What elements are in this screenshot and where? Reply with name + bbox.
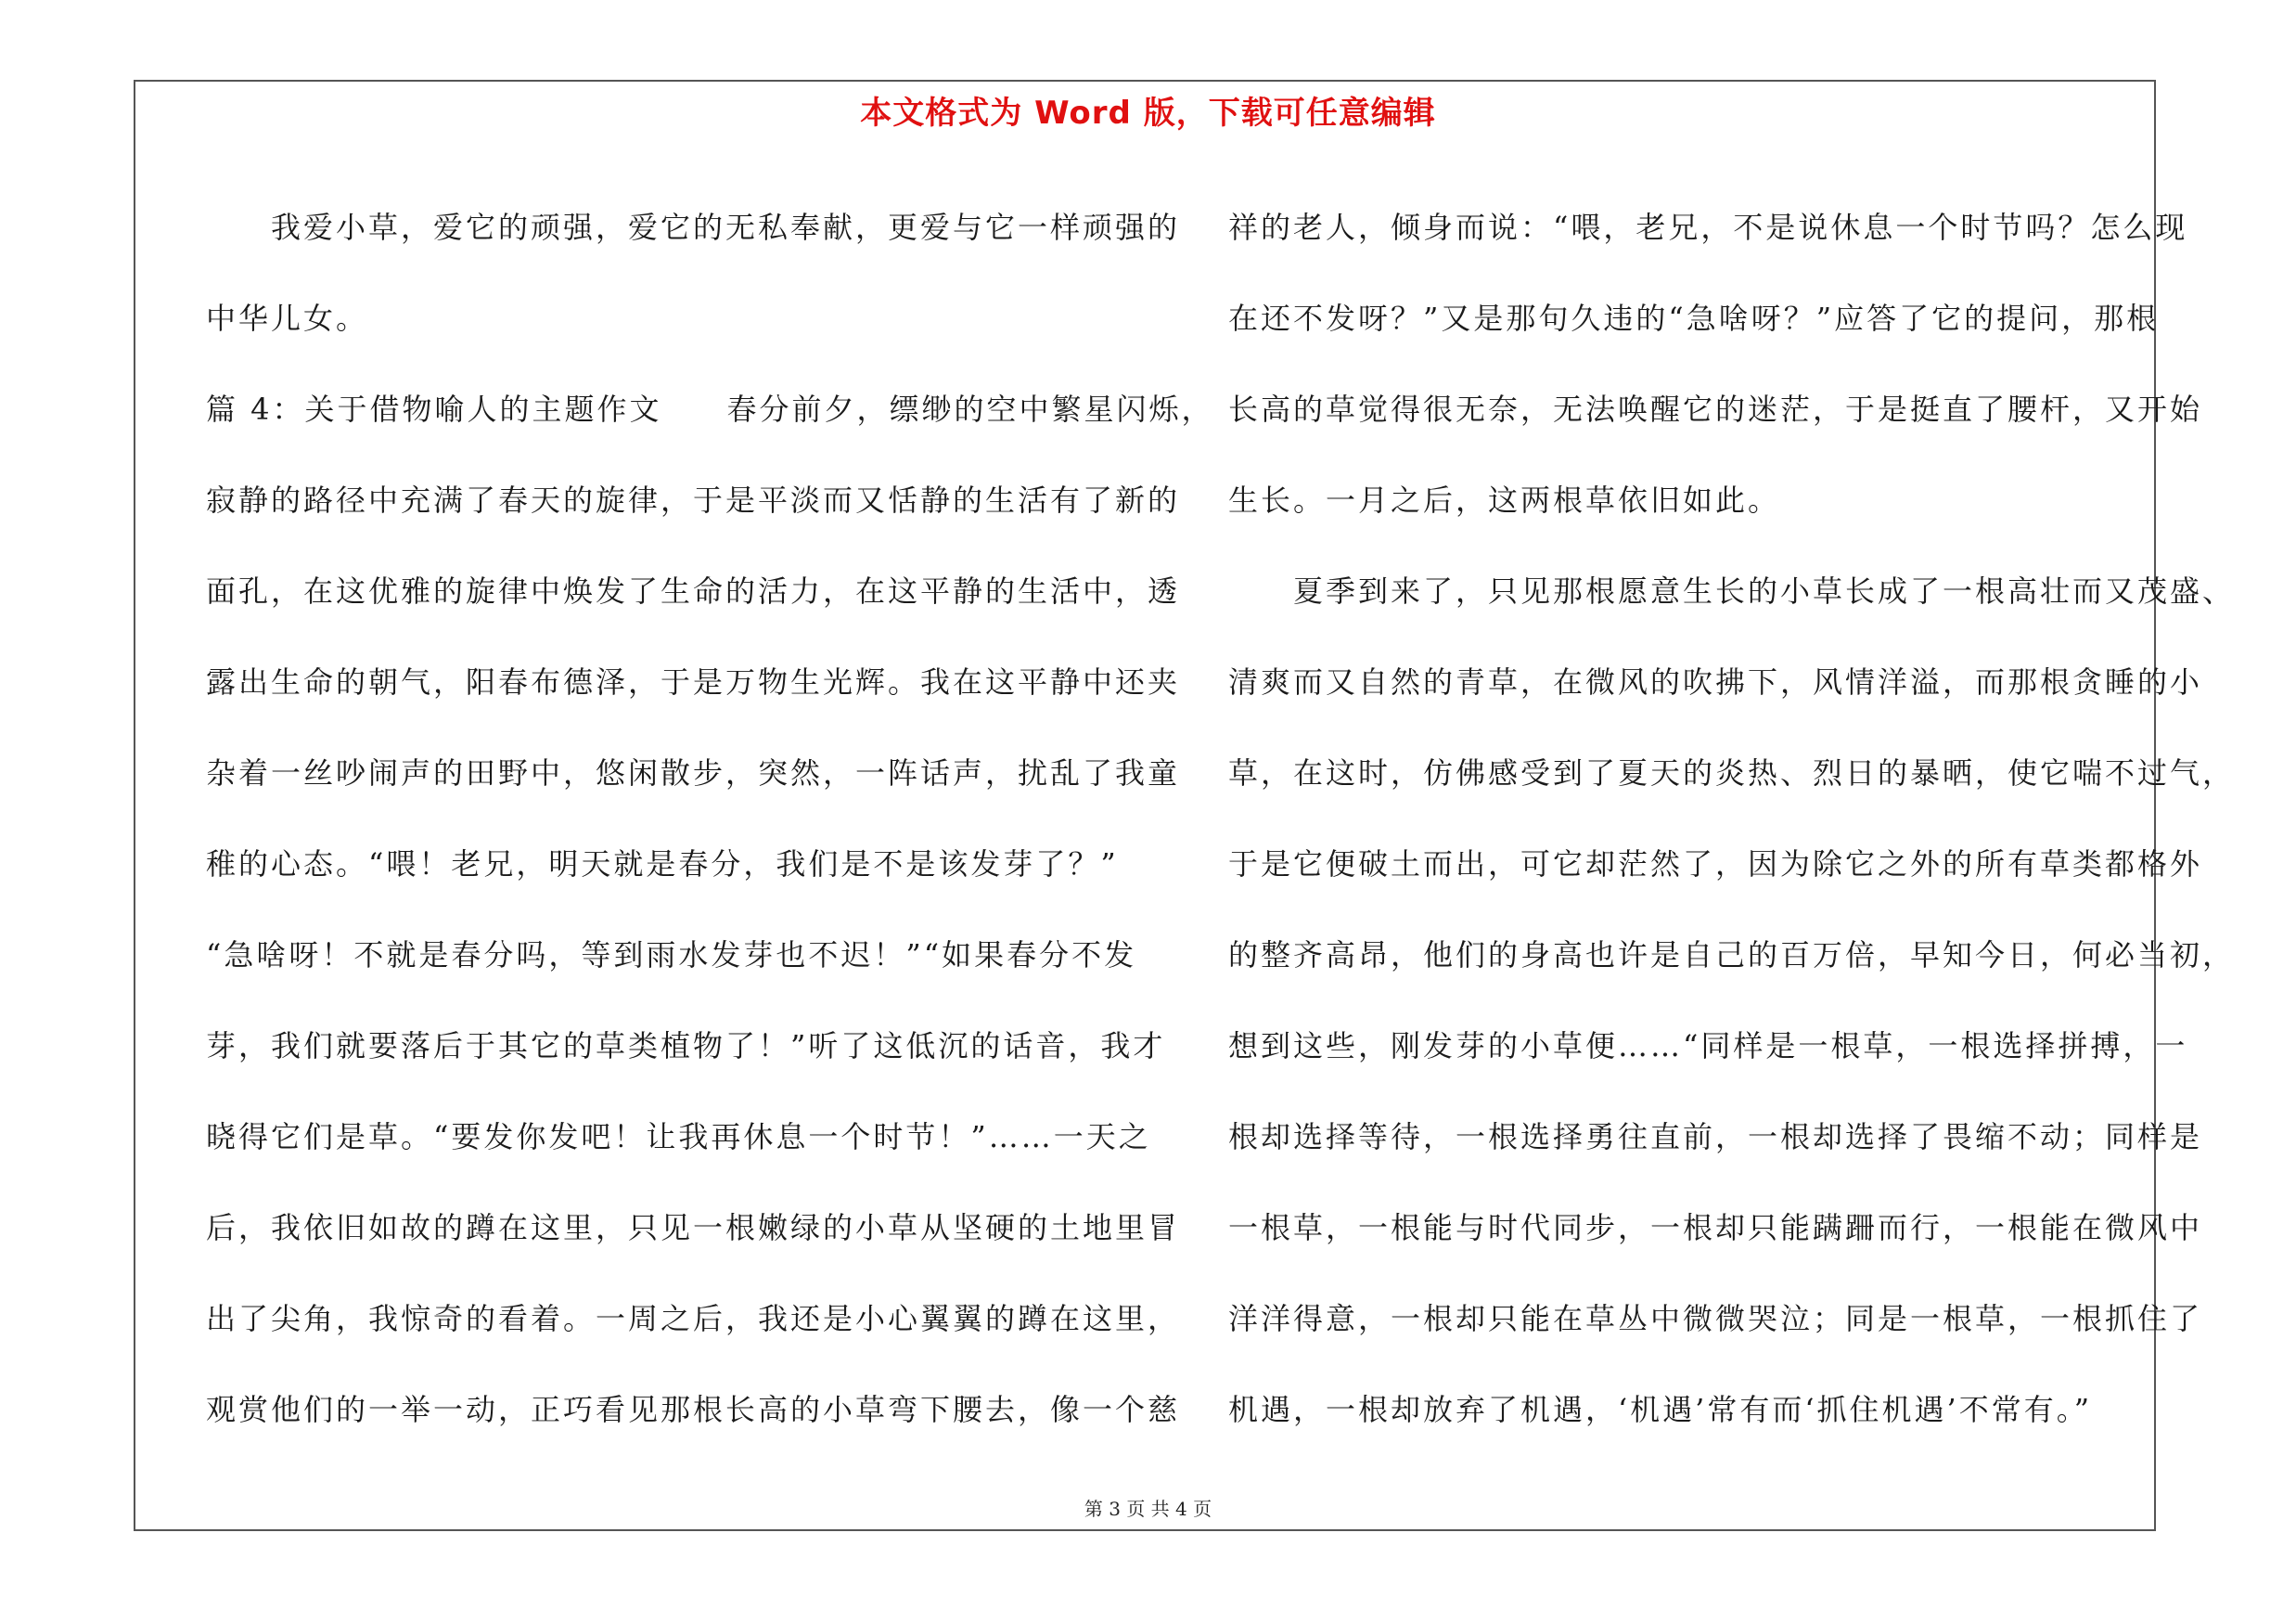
text-line: 夏季到来了，只见那根愿意生长的小草长成了一根高壮而又茂盛、 (1228, 573, 2236, 609)
text-line: 露出生命的朝气，阳春布德泽，于是万物生光辉。我在这平静中还夹 (206, 664, 1181, 700)
text-line: 生长。一月之后，这两根草依旧如此。 (1228, 483, 1781, 518)
text-line: 在还不发呀？”又是那句久违的“急啥呀？”应答了它的提问，那根 (1228, 301, 2160, 336)
text-line: 一根草，一根能与时代同步，一根却只能蹒跚而行，一根能在微风中 (1228, 1210, 2203, 1245)
text-line: 机遇，一根却放弃了机遇，‘机遇’常有而‘抓住机遇’不常有。” (1228, 1392, 2093, 1427)
text-line: 洋洋得意，一根却只能在草丛中微微哭泣；同是一根草，一根抓住了 (1228, 1301, 2203, 1336)
text-line: 后，我依旧如故的蹲在这里，只见一根嫩绿的小草从坚硬的土地里冒 (206, 1210, 1181, 1245)
text-line: 稚的心态。“喂！老兄，明天就是春分，我们是不是该发芽了？” (206, 846, 1119, 882)
text-line: 面孔，在这优雅的旋律中焕发了生命的活力，在这平静的生活中，透 (206, 573, 1181, 609)
text-line: 我爱小草，爱它的顽强，爱它的无私奉献，更爱与它一样顽强的 (206, 210, 1181, 245)
text-line: 想到这些，刚发芽的小草便……“同样是一根草，一根选择拼搏，一 (1228, 1028, 2188, 1063)
text-line: 祥的老人，倾身而说：“喂，老兄，不是说休息一个时节吗？怎么现 (1228, 210, 2188, 245)
left-text-column (206, 182, 1214, 1455)
text-line: “急啥呀！不就是春分吗，等到雨水发芽也不迟！”“如果春分不发 (206, 937, 1137, 973)
text-line: 中华儿女。 (206, 301, 369, 336)
right-text-column (1228, 182, 2236, 1455)
text-line: 观赏他们的一举一动，正巧看见那根长高的小草弯下腰去，像一个慈 (206, 1392, 1181, 1427)
text-line: 根却选择等待，一根选择勇往直前，一根却选择了畏缩不动；同样是 (1228, 1119, 2203, 1154)
text-line: 清爽而又自然的青草，在微风的吹拂下，风情洋溢，而那根贪睡的小 (1228, 664, 2203, 700)
text-line: 寂静的路径中充满了春天的旋律，于是平淡而又恬静的生活有了新的 (206, 483, 1181, 518)
text-line: 的整齐高昂，他们的身高也许是自己的百万倍，早知今日，何必当初， (1228, 937, 2236, 973)
text-line: 杂着一丝吵闹声的田野中，悠闲散步，突然，一阵话声，扰乱了我童 (206, 755, 1181, 791)
text-line: 芽，我们就要落后于其它的草类植物了！”听了这低沉的话音，我才 (206, 1028, 1166, 1063)
header-note: 本文格式为 Word 版，下载可任意编辑 (860, 95, 1436, 132)
text-line: 篇 4：关于借物喻人的主题作文 春分前夕，缥缈的空中繁星闪烁， (206, 392, 1214, 427)
text-line: 晓得它们是草。“要发你发吧！让我再休息一个时节！”……一天之 (206, 1119, 1151, 1154)
text-line: 于是它便破土而出，可它却茫然了，因为除它之外的所有草类都格外 (1228, 846, 2203, 882)
text-line: 长高的草觉得很无奈，无法唤醒它的迷茫，于是挺直了腰杆，又开始 (1228, 392, 2203, 427)
text-line: 出了尖角，我惊奇的看着。一周之后，我还是小心翼翼的蹲在这里， (206, 1301, 1181, 1336)
text-line: 草，在这时，仿佛感受到了夏天的炎热、烈日的暴晒，使它喘不过气， (1228, 755, 2236, 791)
page-footer: 第 3 页 共 4 页 (1084, 1498, 1212, 1520)
